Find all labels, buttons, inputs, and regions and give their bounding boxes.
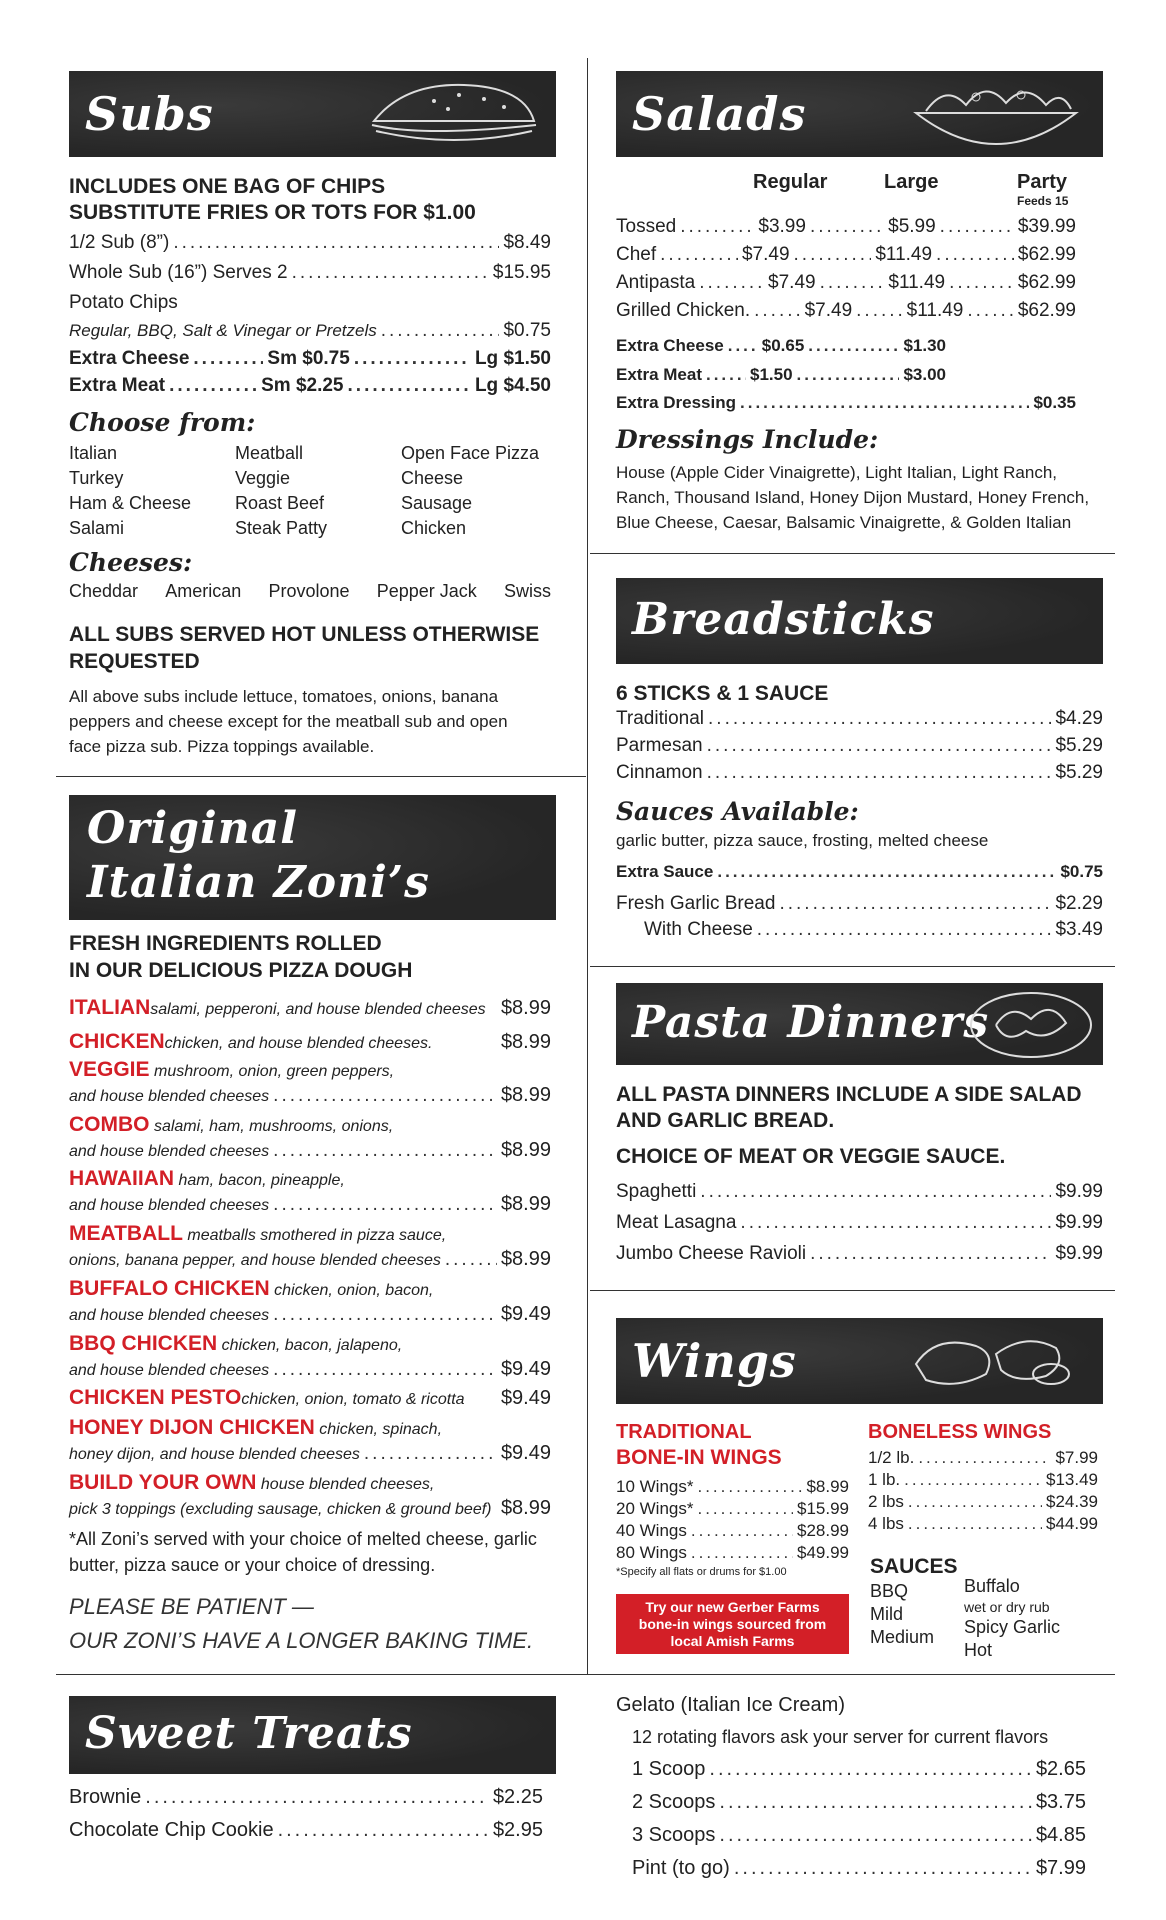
- wings-sauces-left: [870, 1580, 934, 1649]
- divider-bottom: [56, 1674, 1115, 1675]
- zonis-title-2: Italian Zoni’s: [87, 857, 430, 908]
- choose-item: Meatball: [235, 443, 304, 463]
- chips-row: Regular, BBQ, Salt & Vinegar or Pretzels ..... $0.75: [69, 320, 551, 342]
- subs-item-whole: Whole Sub (16”) Serves 2 ..... $15.95: [69, 262, 551, 284]
- choose-item: Veggie: [235, 468, 291, 488]
- breadsticks-item-cinnamon: Cinnamon ..... $5.29: [616, 762, 1103, 784]
- gelato-item: 1 Scoop ..... $2.65: [632, 1758, 1086, 1781]
- subs-banner: [69, 71, 556, 157]
- pasta-header-1: ALL PASTA DINNERS INCLUDE A SIDE SALAD: [616, 1083, 1082, 1106]
- pasta-item-lasagna: Meat Lasagna ..... $9.99: [616, 1212, 1103, 1234]
- zoni-item: HONEY DIJON CHICKEN chicken, spinach,: [69, 1416, 443, 1439]
- zoni-item: BUILD YOUR OWN house blended cheeses,: [69, 1471, 435, 1494]
- divider-pasta-wings: [590, 1290, 1115, 1291]
- salad-item: Chef ..... $7.49 ..... $11.49 ..... $62.99: [616, 244, 1076, 266]
- subs-header-2: SUBSTITUTE FRIES OR TOTS FOR $1.00: [69, 201, 476, 224]
- wings-sauces-right: [964, 1575, 1060, 1662]
- choose-item: Cheese: [401, 468, 464, 488]
- pasta-item-ravioli: Jumbo Cheese Ravioli ..... $9.99: [616, 1243, 1103, 1265]
- gelato-item: 3 Scoops ..... $4.85: [632, 1824, 1086, 1847]
- choose-item: Roast Beef: [235, 493, 325, 513]
- sweet-item-brownie: Brownie ..... $2.25: [69, 1786, 543, 1809]
- zoni-item: HAWAIIAN ham, bacon, pineapple,: [69, 1167, 345, 1190]
- subs-extra-cheese: Extra Cheese ..... Sm $0.75 ..... Lg $1.50: [69, 348, 551, 370]
- zoni-item: CHICKEN chicken, and house blended cheeses. $8.99: [69, 1030, 551, 1053]
- divider-salads-breadsticks: [590, 553, 1115, 554]
- zoni-item-desc: honey dijon, and house blended cheeses ..... $9.49: [69, 1442, 551, 1465]
- sauces-available-title: Sauces Available:: [616, 797, 859, 826]
- choose-item: Ham & Cheese: [69, 493, 192, 513]
- wings-boneless-item: 4 lbs ..... $44.99: [868, 1514, 1098, 1534]
- wings-boneless-item: 2 lbs ..... $24.39: [868, 1492, 1098, 1512]
- pasta-header-3: CHOICE OF MEAT OR VEGGIE SAUCE.: [616, 1145, 1006, 1168]
- zoni-item-desc: pick 3 toppings (excluding sausage, chicken & ground beef) ..... $8.99: [69, 1497, 551, 1520]
- zoni-item-desc: onions, banana pepper, and house blended cheeses ..... $8.99: [69, 1248, 551, 1271]
- breadsticks-item-traditional: Traditional ..... $4.29: [616, 708, 1103, 730]
- choose-item: Salami: [69, 518, 125, 538]
- cheese-item: Pepper Jack: [376, 581, 477, 601]
- sauce-item: Mild: [870, 1604, 904, 1624]
- salads-party-note: Feeds 15: [1017, 194, 1069, 208]
- divider-breadsticks-pasta: [590, 966, 1115, 967]
- zonis-banner: [69, 795, 556, 920]
- subs-extra-meat: Extra Meat ..... Sm $2.25 ..... Lg $4.50: [69, 375, 551, 397]
- wings-title: Wings: [632, 1334, 797, 1388]
- zonis-note: *All Zoni’s served with your choice of melted cheese, garlic butter, pizza sauce or your choice of dressing.: [69, 1529, 537, 1575]
- pasta-banner: [616, 983, 1103, 1065]
- gelato-item: 2 Scoops ..... $3.75: [632, 1791, 1086, 1814]
- wings-trad-item: 40 Wings ..... $28.99: [616, 1521, 849, 1541]
- gelato-subtitle: 12 rotating flavors ask your server for current flavors: [632, 1727, 1049, 1747]
- zoni-item: BBQ CHICKEN chicken, bacon, jalapeno,: [69, 1332, 403, 1355]
- wings-icon: [906, 1324, 1086, 1398]
- zonis-title-1: Original: [87, 803, 298, 854]
- pasta-plate-icon: [966, 987, 1096, 1061]
- zonis-patient: PLEASE BE PATIENT — OUR ZONI’S HAVE A LONGER BAKING TIME.: [69, 1594, 534, 1653]
- sweet-title: Sweet Treats: [85, 1708, 413, 1759]
- pasta-item-spaghetti: Spaghetti ..... $9.99: [616, 1181, 1103, 1203]
- sauce-note: wet or dry rub: [964, 1599, 1050, 1615]
- wings-banner: [616, 1318, 1103, 1404]
- salads-extra-meat: Extra Meat ..... $1.50 ..... $3.00: [616, 365, 946, 385]
- breadsticks-title: Breadsticks: [632, 594, 935, 645]
- cheese-item: Swiss: [503, 581, 551, 601]
- zoni-item: MEATBALL meatballs smothered in pizza sauce,: [69, 1222, 447, 1245]
- choose-item: Sausage: [401, 493, 473, 513]
- cheese-item: American: [165, 581, 242, 601]
- chips-label: Potato Chips: [69, 292, 178, 313]
- salad-bowl-icon: [896, 75, 1096, 155]
- sauce-item: Medium: [870, 1627, 935, 1647]
- garlic-bread-cheese-row: With Cheese ..... $3.49: [644, 919, 1103, 941]
- zoni-item: CHICKEN PESTO chicken, onion, tomato & ricotta $9.49: [69, 1386, 551, 1409]
- served-hot-2: REQUESTED: [69, 650, 200, 673]
- gelato-item: Pint (to go) ..... $7.99: [632, 1857, 1086, 1880]
- zoni-item: COMBO salami, ham, mushrooms, onions,: [69, 1113, 394, 1136]
- gelato-title: Gelato (Italian Ice Cream): [616, 1694, 845, 1716]
- divider-subs-zonis: [56, 776, 586, 777]
- served-hot-1: ALL SUBS SERVED HOT UNLESS OTHERWISE: [69, 623, 540, 646]
- subs-item-half: 1/2 Sub (8”) ..... $8.49: [69, 232, 551, 254]
- salads-col-party: Party: [1017, 171, 1068, 193]
- wings-boneless-item: 1/2 lb. ..... $7.99: [868, 1448, 1098, 1468]
- salads-title: Salads: [632, 87, 807, 141]
- choose-from-title: Choose from:: [69, 408, 256, 437]
- subs-title: Subs: [85, 87, 214, 141]
- extra-sauce-row: Extra Sauce ..... $0.75: [616, 862, 1103, 882]
- cheese-item: Cheddar: [69, 581, 139, 601]
- choose-from-list: [69, 441, 561, 541]
- sauce-item: Hot: [964, 1640, 993, 1660]
- breadsticks-banner: [616, 578, 1103, 664]
- subs-note: All above subs include lettuce, tomatoes, onions, banana peppers and cheese except for the meatball sub and open face pizza sub. Pizza toppings available.: [69, 687, 508, 756]
- breadsticks-item-parmesan: Parmesan ..... $5.29: [616, 735, 1103, 757]
- zoni-item-desc: and house blended cheeses ..... $8.99: [69, 1193, 551, 1216]
- wings-trad-item: 80 Wings ..... $49.99: [616, 1543, 849, 1563]
- wings-trad-item: 20 Wings* ..... $15.99: [616, 1499, 849, 1519]
- salads-col-large: Large: [884, 171, 939, 193]
- choose-item: Steak Patty: [235, 518, 328, 538]
- sauce-item: Buffalo: [964, 1576, 1020, 1596]
- zoni-item-desc: and house blended cheeses ..... $9.49: [69, 1303, 551, 1326]
- choose-item: Chicken: [401, 518, 467, 538]
- salad-item: Antipasta ..... $7.49 ..... $11.49 ..... $62.99: [616, 272, 1076, 294]
- wings-boneless-title: BONELESS WINGS: [868, 1421, 1052, 1443]
- pasta-header-2: AND GARLIC BREAD.: [616, 1109, 835, 1132]
- salads-extra-cheese: Extra Cheese ..... $0.65 ..... $1.30: [616, 336, 946, 356]
- sub-sandwich-icon: [364, 77, 544, 151]
- salad-item: Tossed ..... $3.99 ..... $5.99 ..... $39.99: [616, 216, 1076, 238]
- zonis-header-2: IN OUR DELICIOUS PIZZA DOUGH: [69, 959, 413, 982]
- wings-boneless-item: 1 lb. ..... $13.49: [868, 1470, 1098, 1490]
- wings-trad-title-2: BONE-IN WINGS: [616, 1446, 782, 1469]
- choose-item: Italian: [69, 443, 118, 463]
- sauce-item: Spicy Garlic: [964, 1617, 1061, 1637]
- salads-banner: [616, 71, 1103, 157]
- zoni-item-desc: and house blended cheeses ..... $8.99: [69, 1084, 551, 1107]
- sweet-item-cookie: Chocolate Chip Cookie ..... $2.95: [69, 1819, 543, 1842]
- wings-promo-box: Try our new Gerber Farms bone-in wings sourced from local Amish Farms: [616, 1594, 849, 1654]
- wings-sauces-title: SAUCES: [870, 1555, 958, 1578]
- subs-header-1: INCLUDES ONE BAG OF CHIPS: [69, 175, 386, 198]
- salads-col-regular: Regular: [753, 171, 828, 193]
- garlic-bread-row: Fresh Garlic Bread ..... $2.29: [616, 893, 1103, 915]
- zoni-item: ITALIAN salami, pepperoni, and house blended cheeses $8.99: [69, 996, 551, 1019]
- dressings-list: House (Apple Cider Vinaigrette), Light Italian, Light Ranch, Ranch, Thousand Island, Honey Dijon Mustard, Honey French, Blue Cheese, Caesar, Balsamic Vinaigrette, & Golden Italian: [616, 463, 1090, 532]
- dressings-title: Dressings Include:: [616, 425, 879, 454]
- wings-trad-item: 10 Wings* ..... $8.99: [616, 1477, 849, 1497]
- sauces-available-list: garlic butter, pizza sauce, frosting, melted cheese: [616, 831, 989, 850]
- zoni-item: VEGGIE mushroom, onion, green peppers,: [69, 1058, 395, 1081]
- wings-trad-title-1: TRADITIONAL: [616, 1421, 752, 1443]
- choose-item: Open Face Pizza: [401, 443, 540, 463]
- choose-item: Turkey: [69, 468, 124, 488]
- sauce-item: BBQ: [870, 1581, 909, 1601]
- center-divider: [587, 58, 588, 1675]
- zoni-item-desc: and house blended cheeses ..... $9.49: [69, 1358, 551, 1381]
- breadsticks-header: 6 STICKS & 1 SAUCE: [616, 682, 829, 705]
- cheeses-title: Cheeses:: [69, 548, 193, 577]
- pasta-title: Pasta Dinners: [632, 997, 990, 1048]
- cheeses-list: [69, 581, 551, 602]
- salad-item: Grilled Chicken. ..... $7.49 ..... $11.49 ..... $62.99: [616, 300, 1076, 322]
- cheese-item: Provolone: [268, 581, 350, 601]
- zoni-item: BUFFALO CHICKEN chicken, onion, bacon,: [69, 1277, 434, 1300]
- salads-extra-dressing: Extra Dressing ..... $0.35: [616, 393, 1076, 413]
- zoni-item-desc: and house blended cheeses ..... $8.99: [69, 1139, 551, 1162]
- sweet-banner: [69, 1696, 556, 1774]
- zonis-header-1: FRESH INGREDIENTS ROLLED: [69, 932, 382, 955]
- wings-specify-note: *Specify all flats or drums for $1.00: [616, 1566, 787, 1578]
